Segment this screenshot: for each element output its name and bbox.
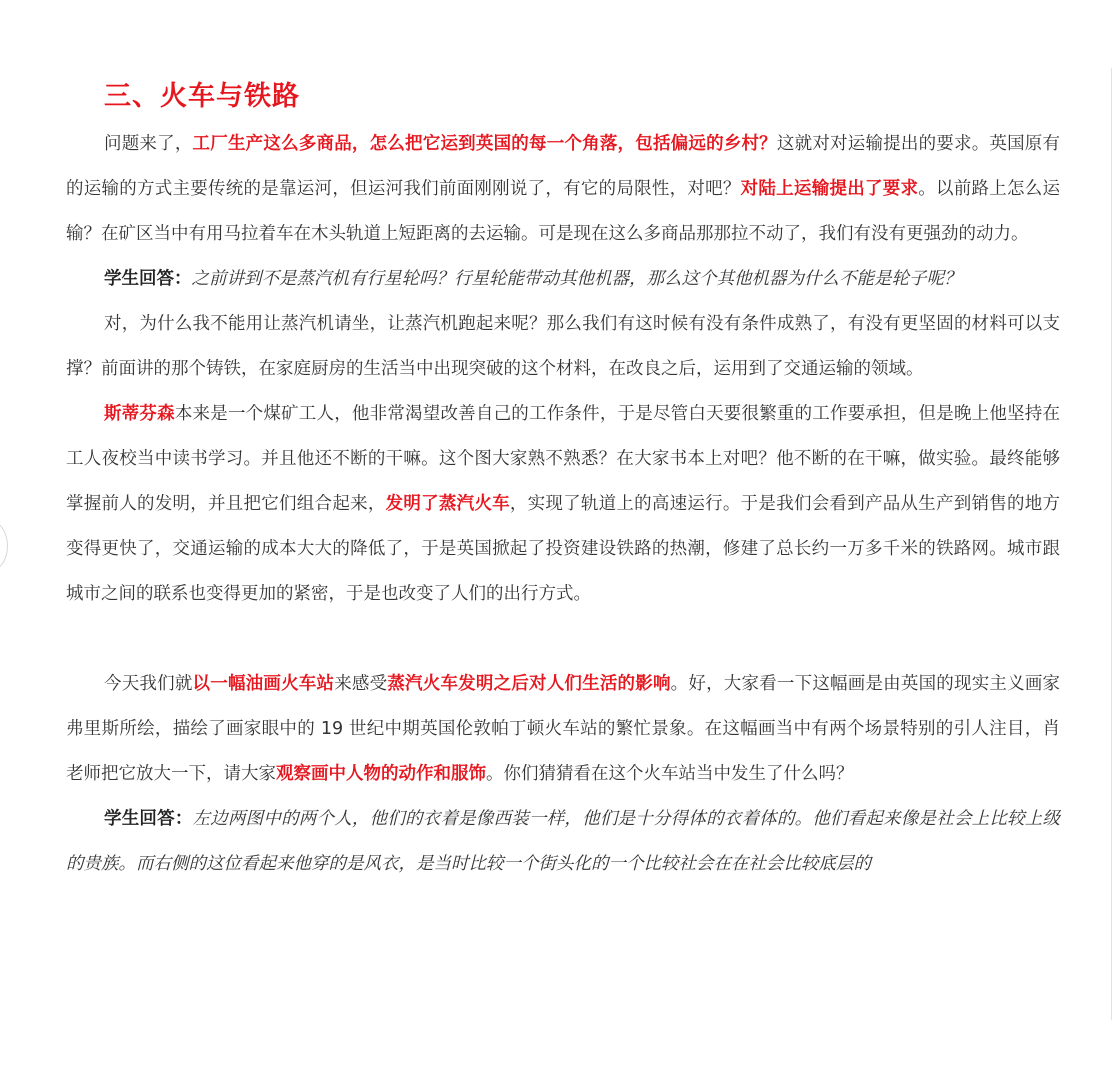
text-run: 本来是一个煤矿工人，他非常渴望改善自己的工作条件，于是尽管白天要很繁重的工作要承担，但是晚上他坚持在工人夜校当中读书学习。并且他还不断的干嘛。这个图大家熟不熟悉？在大家书本上对吧？他不断的在干嘛，做实验。最终能够掌握前人的发明，并且把它们组合起来， xyxy=(66,404,1061,514)
paragraph-stephenson xyxy=(66,392,1060,617)
highlight-run: 发明了蒸汽火车 xyxy=(385,494,510,514)
highlight-run: 以一幅油画火车站 xyxy=(192,674,335,694)
student-answer-1 xyxy=(66,257,1060,302)
text-run: 。以前路上怎么运输？在矿区当中有用马拉着车在木头轨道上短距离的去运输。可是现在这么多商品那那拉不动了，我们有没有更强劲的动力。 xyxy=(66,179,1061,244)
paragraph-steam-engine-materials: 对，为什么我不能用让蒸汽机请坐，让蒸汽机跑起来呢？那么我们有这时候有没有条件成熟了，有没有更坚固的材料可以支撑？前面讲的那个铸铁，在家庭厨房的生活当中出现突破的这个材料，在改良之后，运用到了交通运输的领域。 xyxy=(66,314,1060,379)
text-run: 来感受 xyxy=(334,674,388,694)
text-run: 这就对对运输提出的要求。英国原有的运输的方式主要传统的是靠运河，但运河我们前面刚刚说了，有它的局限性，对吧？ xyxy=(66,134,1061,199)
student-answer-text: 之前讲到不是蒸汽机有行星轮吗？行星轮能带动其他机器，那么这个其他机器为什么不能是轮子呢？ xyxy=(191,269,962,289)
highlight-run: 斯蒂芬森 xyxy=(104,404,175,424)
highlight-run: 蒸汽火车发明之后对人们生活的影响 xyxy=(387,674,671,694)
text-run: 。好，大家看一下这幅画是由英国的现实主义画家弗里斯所绘，描绘了画家眼中的 19 世纪中期英国伦敦帕丁顿火车站的繁忙景象。在这幅画当中有两个场景特别的引人注目，肖老师把它放大一下，请大家 xyxy=(66,674,1061,784)
student-answer-label: 学生回答： xyxy=(104,269,192,289)
text-run: ，实现了轨道上的高速运行。于是我们会看到产品从生产到销售的地方变得更快了，交通运输的成本大大的降低了，于是英国掀起了投资建设铁路的热潮，修建了总长约一万多千米的铁路网。城市跟城市之间的联系也变得更加的紧密，于是也改变了人们的出行方式。 xyxy=(66,494,1061,604)
side-scroll-handle[interactable] xyxy=(0,521,8,571)
student-answer-label: 学生回答： xyxy=(104,809,193,829)
text-run: 今天我们就 xyxy=(104,674,193,694)
paragraph-transport-question xyxy=(66,122,1060,257)
paragraph-spacer xyxy=(66,617,1060,662)
document-page xyxy=(66,76,1060,887)
highlight-run: 工厂生产这么多商品，怎么把它运到英国的每一个角落，包括偏远的乡村？ xyxy=(192,134,777,154)
paragraph-railway-station-painting xyxy=(66,662,1060,797)
text-run: 问题来了， xyxy=(104,134,193,154)
text-run: 。你们猜猜看在这个火车站当中发生了什么吗？ xyxy=(486,764,854,784)
student-answer-2 xyxy=(66,797,1060,887)
student-answer-text: 左边两图中的两个人，他们的衣着是像西装一样，他们是十分得体的衣着体的。他们看起来像是社会上比较上级的贵族。而右侧的这位看起来他穿的是风衣，是当时比较一个街头化的一个比较社会在在社会比较底层的 xyxy=(66,809,1061,874)
highlight-run: 对陆上运输提出了要求 xyxy=(740,179,919,199)
highlight-run: 观察画中人物的动作和服饰 xyxy=(276,764,486,784)
page-edge-divider xyxy=(1111,68,1112,1020)
section-title: 三、火车与铁路 xyxy=(104,81,300,112)
